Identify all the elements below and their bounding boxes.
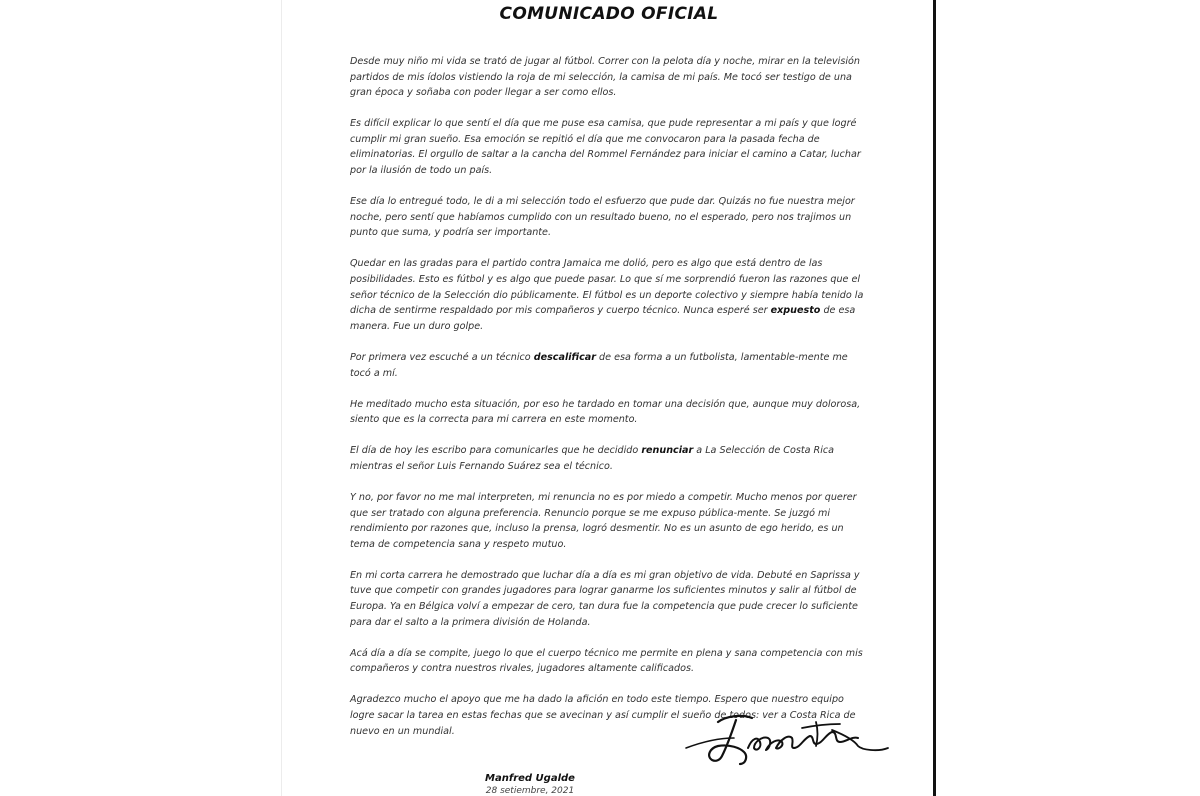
paragraph-7 bbox=[350, 443, 870, 474]
paragraph-text: He meditado mucho esta situación, por eso he tardado en tomar una decisión que, aunque muy dolorosa, siento que es la correcta para mi carrera en este momento. bbox=[350, 398, 861, 426]
paragraph-5 bbox=[350, 350, 870, 381]
document-body bbox=[350, 54, 870, 755]
document-page bbox=[281, 0, 936, 796]
paragraph-2 bbox=[350, 116, 870, 178]
paragraph-text: Ese día lo entregué todo, le di a mi selección todo el esfuerzo que pude dar. Quizás no fue nuestra mejor noche, pero sentí que habíamos cumplido con un resultado bueno, no el esperado, pero nos trajimos un punto que suma, y podría ser importante. bbox=[350, 196, 855, 239]
paragraph-text: Agradezco mucho el apoyo que me ha dado la afición en todo este tiempo. Espero que nuestro equipo logre sacar la tarea en estas fechas que se avecinan y así cumplir el sueño de todos: ver a Costa Rica de nuevo en un mundial. bbox=[350, 694, 856, 737]
emphasis-descalificar: descalificar bbox=[533, 351, 596, 363]
paragraph-text: Desde muy niño mi vida se trató de jugar al fútbol. Correr con la pelota día y noche, mirar en la televisión partidos de mis ídolos vistiendo la roja de mi selección, la camisa de mi país. Me tocó ser testigo de una gran época y soñaba con poder llegar a ser como ellos. bbox=[350, 56, 860, 99]
paragraph-1 bbox=[350, 54, 870, 101]
paragraph-text: de esa forma a un futbolista, lamentable-mente me tocó a mí. bbox=[350, 351, 848, 379]
paragraph-6 bbox=[350, 397, 870, 428]
paragraph-text: de esa manera. Fue un duro golpe. bbox=[350, 305, 856, 332]
signature-name: Manfred Ugalde bbox=[485, 773, 575, 784]
paragraph-text: Por primera vez escuché a un técnico bbox=[350, 351, 534, 363]
emphasis-renunciar: renunciar bbox=[641, 445, 694, 457]
page-edge-border bbox=[933, 0, 936, 796]
signature-date: 28 setiembre, 2021 bbox=[485, 786, 575, 796]
paragraph-text: Acá día a día se compite, juego lo que el cuerpo técnico me permite en plena y sana competencia con mis compañeros y contra nuestros rivales, jugadores altamente calificados. bbox=[350, 647, 863, 675]
emphasis-expuesto: expuesto bbox=[770, 305, 821, 317]
paragraph-text: En mi corta carrera he demostrado que luchar día a día es mi gran objetivo de vida. Debuté en Saprissa y tuve que competir con grandes jugadores para lograr ganarme los suficientes minutos y salir al fútbol de Europa. Ya en Bélgica volví a empezar de cero, tan dura fue la competencia que pude crecer lo suficiente para dar el salto a la primera división de Holanda. bbox=[350, 569, 860, 628]
paragraph-8 bbox=[350, 490, 870, 552]
paragraph-text: Es difícil explicar lo que sentí el día que me puse esa camisa, que pude representar a mi país y que logré cumplir mi gran sueño. Esa emoción se repitió el día que me convocaron para la pasada fecha de eliminatorias. El orgullo de saltar a la cancha del Rommel Fernández para iniciar el camino a Catar, luchar por la ilusión de todo un país. bbox=[350, 118, 861, 177]
paragraph-3 bbox=[350, 194, 870, 241]
handwritten-signature-icon bbox=[682, 708, 892, 770]
paragraph-text: a La Selección de Costa Rica mientras el señor Luis Fernando Suárez sea el técnico. bbox=[350, 445, 835, 472]
paragraph-text: Y no, por favor no me mal interpreten, mi renuncia no es por miedo a competir. Mucho menos por querer que ser tratado con alguna preferencia. Renuncio porque se me expuso pública-mente. Se juzgó mi rendimiento por razones que, incluso la prensa, logró desmentir. No es un asunto de ego herido, es un tema de competencia sana y respeto mutuo. bbox=[350, 491, 857, 550]
paragraph-4 bbox=[350, 256, 870, 334]
paragraph-10 bbox=[350, 646, 870, 677]
document-title: COMUNICADO OFICIAL bbox=[499, 4, 719, 24]
paragraph-text: Quedar en las gradas para el partido contra Jamaica me dolió, pero es algo que está dentro de las posibilidades. Esto es fútbol y es algo que puede pasar. Lo que sí me sorprendió fueron las razones que el señor técnico de la Selección dio públicamente. El fútbol es un deporte colectivo y siempre había tenido la dicha de sentirme respaldado por mis compañeros y cuerpo técnico. Nunca esperé ser bbox=[350, 258, 864, 317]
paragraph-text: El día de hoy les escribo para comunicarles que he decidido bbox=[350, 445, 642, 457]
paragraph-9 bbox=[350, 568, 870, 630]
